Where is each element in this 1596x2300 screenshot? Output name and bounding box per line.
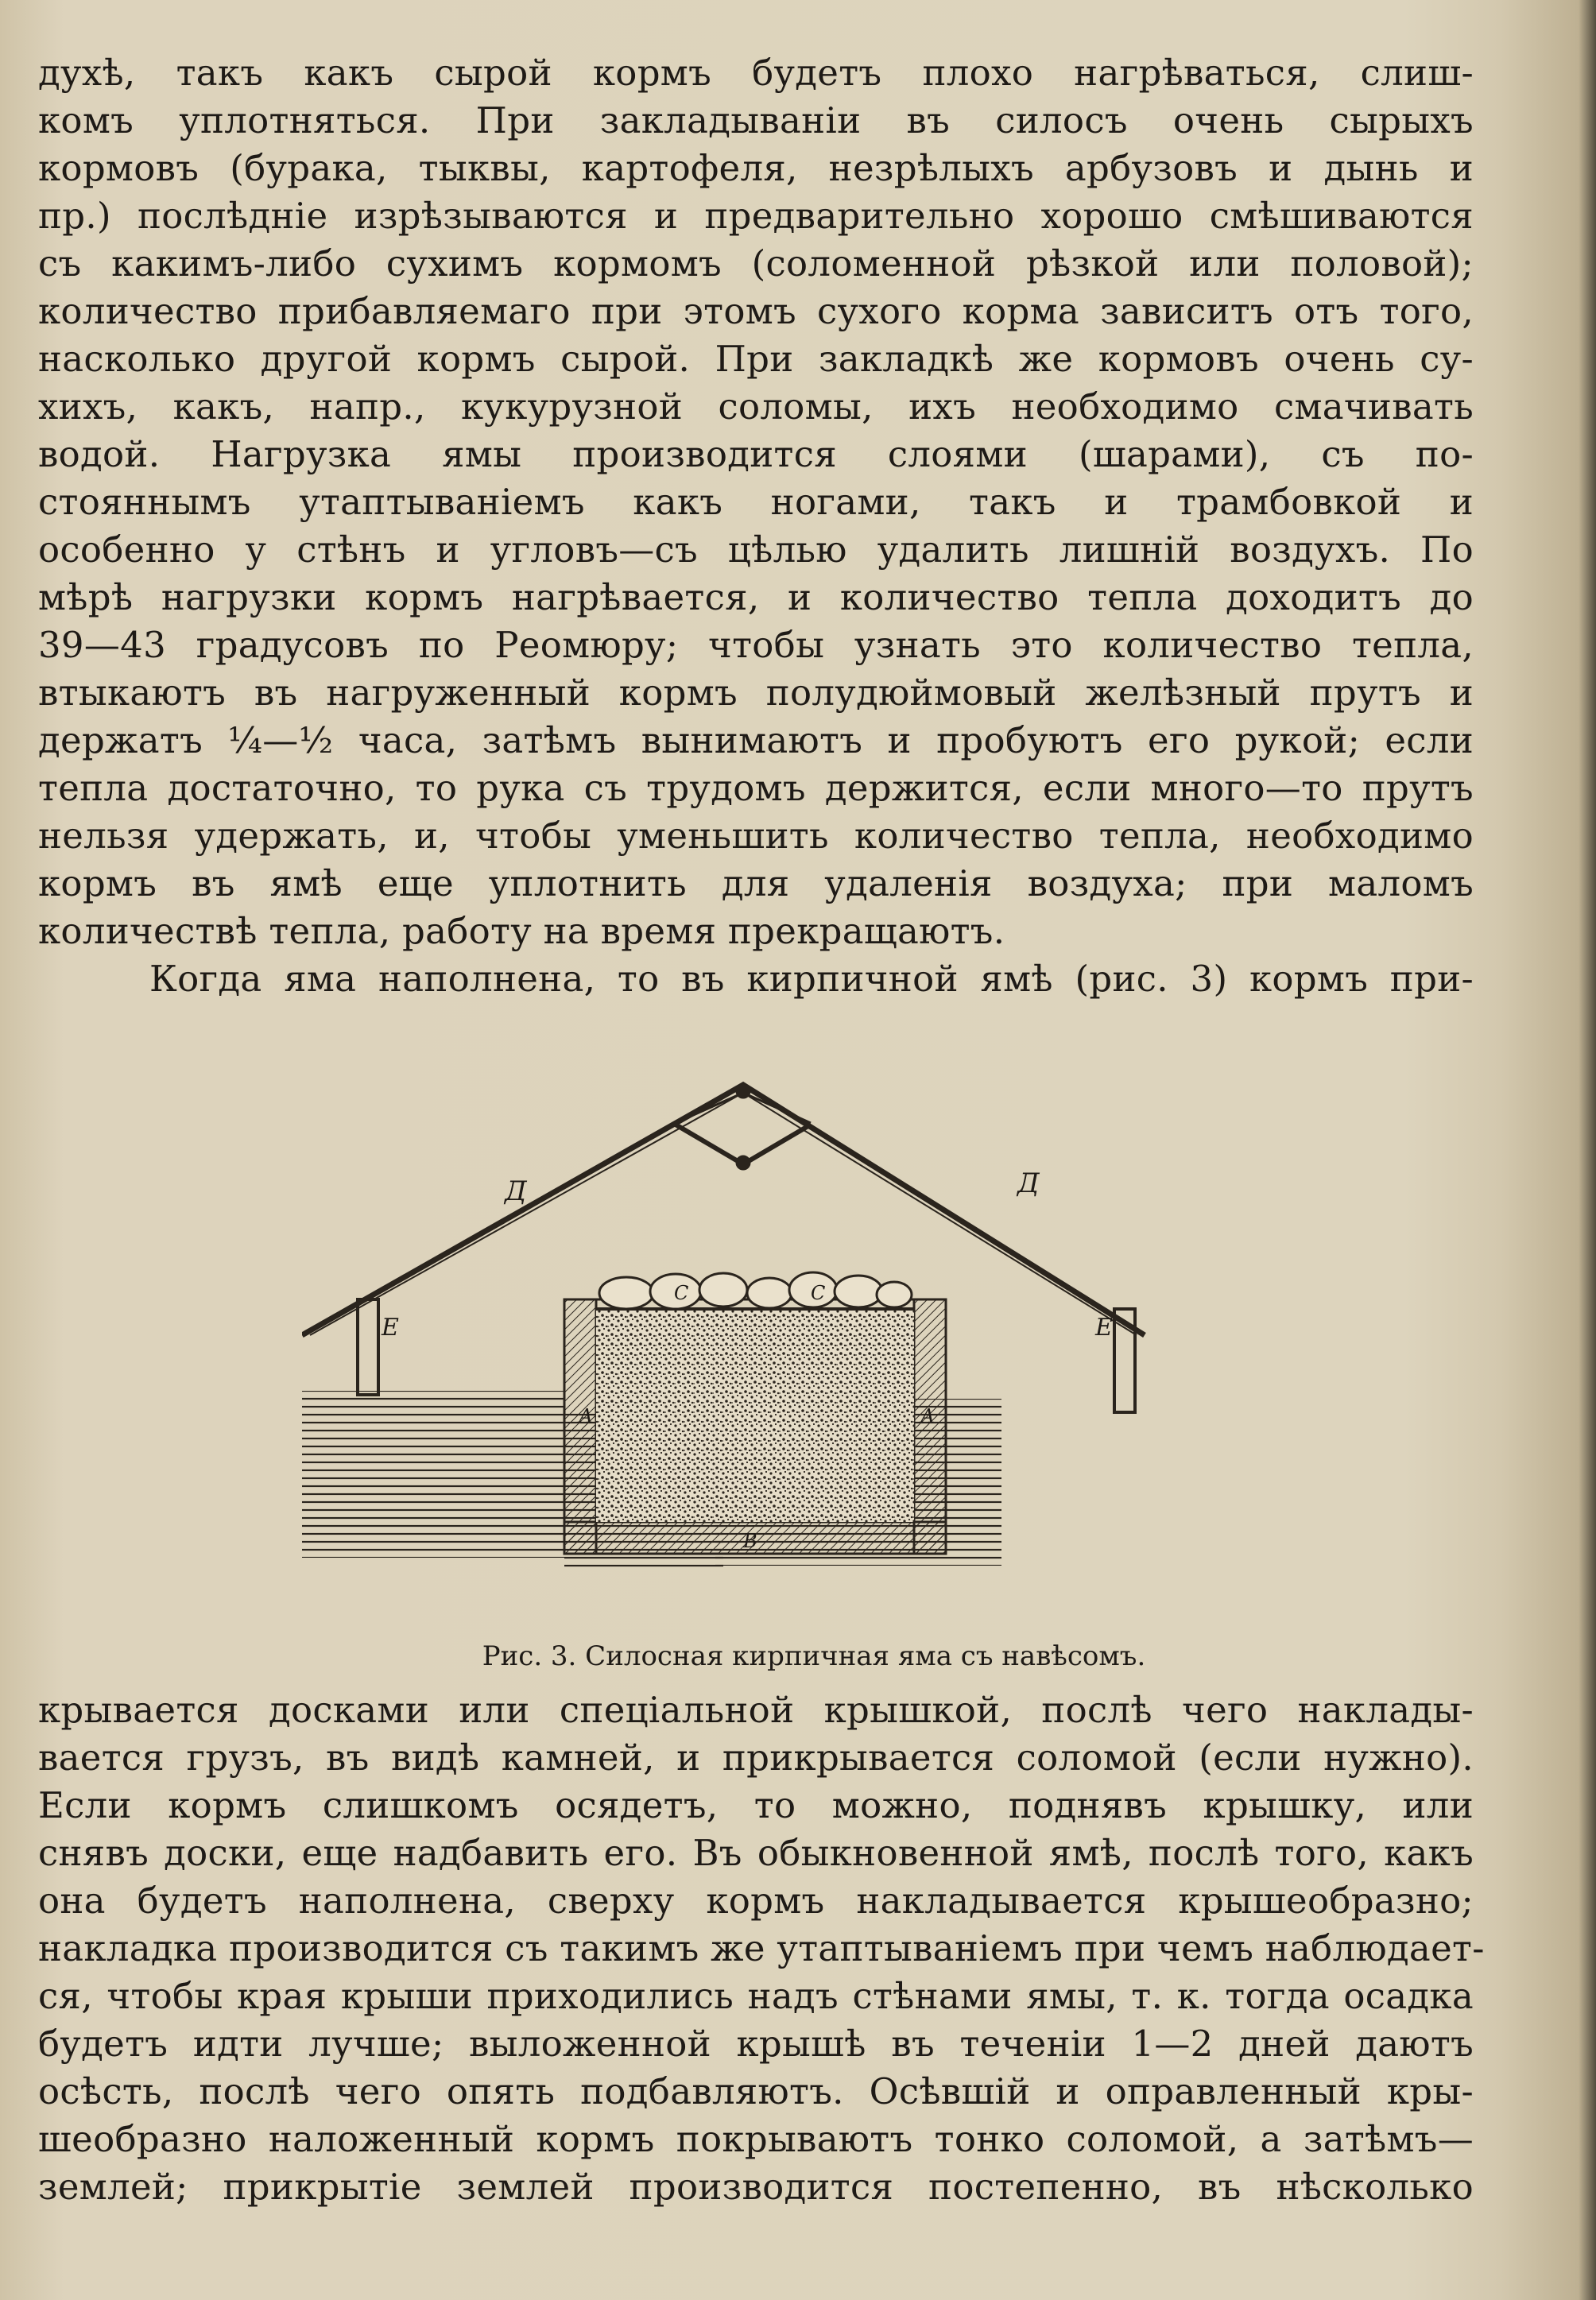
text-line: кормъ въ ямѣ еще уплотнить для удаленія воздуха; при маломъ (38, 862, 1474, 904)
label-bottom: В (743, 1530, 757, 1552)
text-line: хихъ, какъ, напр., кукурузной соломы, ихъ необходимо смачивать (38, 385, 1474, 428)
ground-left (302, 1391, 564, 1558)
stones (599, 1272, 912, 1309)
text-line: землей; прикрытіе землей производится постепенно, въ нѣсколько (38, 2166, 1474, 2208)
label-post-left: Е (382, 1314, 399, 1342)
text-line: водой. Нагрузка ямы производится слоями (шарами), съ по- (38, 433, 1474, 475)
text-line: количество прибавляемаго при этомъ сухого корма зависитъ отъ того, (38, 290, 1474, 332)
text-line: держатъ ¼—½ часа, затѣмъ вынимаютъ и пробуютъ его рукой; если (38, 719, 1474, 761)
paragraph-start-line: Когда яма наполнена, то въ кирпичной ямѣ (рис. 3) кормъ при- (149, 958, 1474, 1000)
top-paragraph (38, 49, 1474, 1003)
text-line: накладка производится съ такимъ же утаптываніемъ при чемъ наблюдает- (38, 1927, 1485, 1969)
figure-caption: Рис. 3. Силосная кирпичная яма съ навѣсомъ. (482, 1640, 1146, 1672)
text-line: будетъ идти лучше; выложенной крышѣ въ теченіи 1—2 дней даютъ (38, 2023, 1474, 2065)
text-line: кормовъ (бурака, тыквы, картофеля, незрѣлыхъ арбузовъ и дынь и (38, 147, 1474, 189)
text-line: снявъ доски, еще надбавить его. Въ обыкновенной ямѣ, послѣ того, какъ (38, 1832, 1474, 1874)
text-line: насколько другой кормъ сырой. При закладкѣ же кормовъ очень су- (38, 338, 1474, 380)
text-line: стояннымъ утаптываніемъ какъ ногами, такъ и трамбовкой и (38, 481, 1474, 523)
text-line: мѣрѣ нагрузки кормъ нагрѣвается, и количество тепла доходитъ до (38, 576, 1474, 618)
text-line: 39—43 градусовъ по Реомюру; чтобы узнать это количество тепла, (38, 624, 1474, 666)
post-left (358, 1299, 378, 1395)
text-line: тепла достаточно, то рука съ трудомъ держится, если много—то прутъ (38, 767, 1474, 809)
label-roof-left: Д (505, 1175, 527, 1207)
text-line: комъ уплотняться. При закладываніи въ силосъ очень сырыхъ (38, 99, 1474, 141)
silo-pit-illustration (302, 1061, 1296, 1617)
label-wall-left: А (579, 1405, 594, 1427)
pit-fodder (596, 1309, 914, 1522)
text-line: она будетъ наполнена, сверху кормъ накладывается крышеобразно; (38, 1880, 1474, 1922)
text-line: количествѣ тепла, работу на время прекращаютъ. (38, 910, 1005, 952)
text-line: пр.) послѣдніе изрѣзываются и предварительно хорошо смѣшиваются (38, 195, 1474, 237)
text-line: втыкаютъ въ нагруженный кормъ полудюймовый желѣзный прутъ и (38, 672, 1474, 714)
text-line: нельзя удержать, и, чтобы уменьшить количество тепла, необходимо (38, 815, 1474, 857)
label-roof-right: Д (1017, 1167, 1040, 1199)
text-line: съ какимъ-либо сухимъ кормомъ (соломенной рѣзкой или половой); (38, 242, 1474, 285)
label-stones-left: С (674, 1282, 689, 1304)
label-post-right: Е (1095, 1314, 1113, 1342)
text-line: крывается досками или спеціальной крышкой, послѣ чего наклады- (38, 1689, 1474, 1731)
text-line: ся, чтобы края крыши приходились надъ стѣнами ямы, т. к. тогда осадка (38, 1975, 1474, 2017)
figure-silo-pit (302, 1061, 1296, 1617)
label-wall-right: А (920, 1405, 936, 1427)
text-line: вается грузъ, въ видѣ камней, и прикрывается соломой (если нужно). (38, 1737, 1474, 1779)
text-line: шеобразно наложенный кормъ покрываютъ тонко соломой, а затѣмъ— (38, 2118, 1474, 2160)
text-line: Если кормъ слишкомъ осядетъ, то можно, поднявъ крышку, или (38, 1784, 1474, 1826)
bottom-paragraph (38, 1686, 1485, 2211)
text-line: осѣсть, послѣ чего опять подбавляютъ. Осѣвшій и оправленный кры- (38, 2070, 1474, 2112)
label-stones-right: С (811, 1282, 826, 1304)
text-line: особенно у стѣнъ и угловъ—съ цѣлью удалить лишній воздухъ. По (38, 529, 1474, 571)
text-line: духѣ, такъ какъ сырой кормъ будетъ плохо нагрѣваться, слиш- (38, 52, 1474, 94)
